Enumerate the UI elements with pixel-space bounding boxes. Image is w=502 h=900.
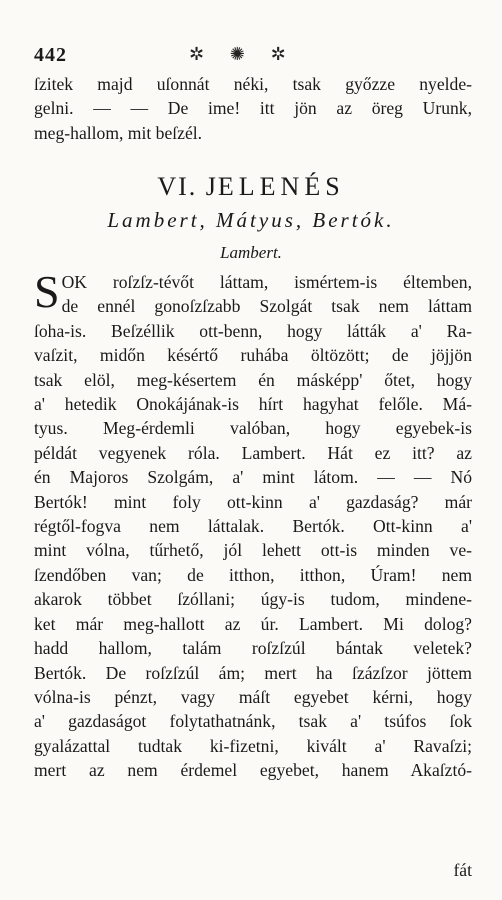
text-line: vólna-is pénzt, vagy máſt egyebet kérni, hogy — [34, 686, 472, 707]
chapter-heading — [0, 172, 502, 202]
text-line: ket már meg-hallott az úr. Lambert. Mi dolog? — [34, 613, 472, 634]
text-line: én Majoros Szolgám, a' mint látom. — — Nó — [34, 467, 472, 488]
text-line: a' hetedik Onokájának-is hírt hagyhat felőle. Má- — [34, 394, 472, 415]
text-line: tyus. Meg-érdemli valóban, hogy egyebek-is — [34, 418, 472, 439]
dialogue-text — [34, 266, 472, 783]
text-line: tsak elöl, meg-késertem én másképp' őtet, hogy — [34, 369, 472, 390]
continued-text — [34, 72, 472, 145]
chapter-number: VI. — [157, 172, 198, 201]
text-line: ſzendőben van; de itthon, itthon, Úram! nem — [34, 564, 472, 585]
header-ornament-icon: ✲ ✺ ✲ — [189, 44, 296, 65]
text-line: mert az nem érdemel egyebet, hanem Akaſztó- — [34, 760, 472, 781]
text-line: Bertók! mint foly ott-kinn a' gazdaság? már — [34, 491, 472, 512]
chapter-word-rest: ELENÉS — [217, 172, 345, 201]
text-line: gyalázattal tudtak ki-fizetni, kivált a' Ravaſzi; — [34, 735, 472, 756]
page-header — [34, 44, 472, 68]
text-line: gelni. — — De ime! itt jön az öreg Urunk, — [34, 98, 472, 119]
text-line: példát vegyenek róla. Lambert. Hát ez itt? az — [34, 442, 472, 463]
text-line: ſzitek majd uſonnát néki, tsak győzze nyelde- — [34, 74, 472, 94]
text-line: vaſzit, midőn késértő ruhába öltözött; de jöjjön — [34, 345, 472, 366]
catchword: fát — [453, 860, 472, 880]
text-line: meg-hallom, mit beſzél. — [34, 122, 203, 143]
text-line: Bertók. De roſzſzúl ám; mert ha ſzázſzor jöttem — [34, 662, 472, 683]
text-line: mint vólna, tűrhető, jól lehett ott-is minden ve- — [34, 540, 472, 561]
speaker-name: Lambert. — [220, 243, 282, 262]
text-line: akarok többet ſzóllani; úgy-is tudom, mindene- — [34, 589, 472, 610]
characters-list: Lambert, Mátyus, Bertók. — [107, 208, 395, 232]
chapter-first-letter: J — [205, 172, 218, 201]
text-line: de ennél gonoſzſzabb Szolgát tsak nem láttam — [61, 296, 472, 317]
drop-cap: S — [34, 266, 60, 317]
text-line: OK roſzſz-tévőt láttam, ismértem-is éltemben, — [61, 272, 472, 292]
text-line: ſoha-is. Beſzéllik ott-benn, hogy látták a' Ra- — [34, 320, 472, 341]
text-line: hadd hallom, talám roſzſzúl bántak veletek? — [34, 638, 472, 659]
text-line: régtől-fogva nem láttalak. Bertók. Ott-kinn a' — [34, 516, 472, 537]
text-line: a' gazdaságot folytathatnánk, tsak a' tsúfos ſok — [34, 711, 472, 732]
page-number: 442 — [34, 44, 67, 66]
first-paragraph-opening — [34, 266, 472, 319]
